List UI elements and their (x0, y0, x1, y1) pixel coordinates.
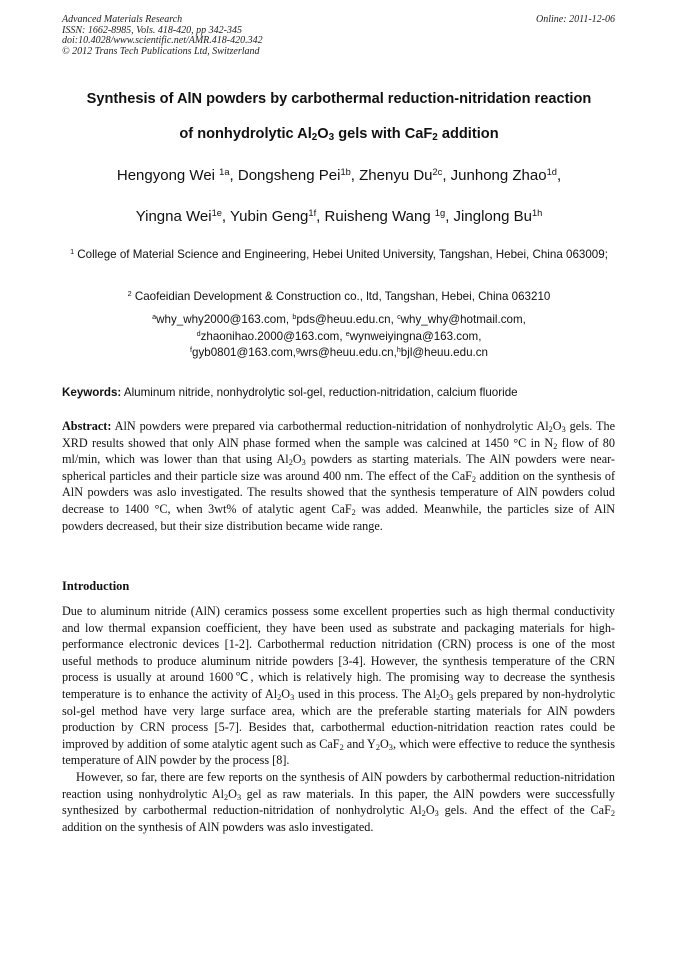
affiliation-2: $^2$ Caofeidian Development & Construction co., ltd, Tangshan, Hebei, China 063210 (127, 289, 551, 303)
author-affiliation-mark: 1g (434, 207, 446, 218)
author-affiliation-mark: 1d (546, 166, 557, 177)
intro-paragraph-1: Due to aluminum nitride (AlN) ceramics possess some excellent properties such as high thermal conductivity and low thermal expansion coefficient, they have been used as substrate and packaging materials for high-performance electronic devices [1-2]. Carbothermal reduction nitridation (CRN) process is one of the most useful methods to produce aluminum nitride powders [3-4]. However, the synthesis temperature of the CRN process is usually at around 1600℃, which is relatively high. The promising way to decrease the synthesis temperature is to enhance the activity of $Al_2O_3$ used in this process. The $Al_2O_3$ gels prepared by non-hydrolytic sol-gel method have very large surface area, which are the preferable starting materials for AlN powders production by CRN process [5-7]. Besides that, carbothermal eduction-nitridation reaction rates could be improved by addition of some atalytic agent such as CaF$_2$ and $Y_2O_3$, which were effective to reduce the synthesis temperature of AlN powder by the process [8]. (62, 604, 615, 768)
email-line-2: $^d$zhaonihao.2000@163.com, $^e$wynweiyingna@163.com, (196, 328, 482, 343)
email-link[interactable]: wrs@heuu.edu.cn, (299, 346, 397, 360)
paper-title-line-2: of nonhydrolytic $Al_2O_3$ gels with CaF$_2$ addition (179, 126, 499, 144)
author-affiliation-mark: 1e (211, 207, 222, 218)
copyright-line: © 2012 Trans Tech Publications Ltd, Switzerland (62, 45, 260, 57)
author-affiliation-mark: 1a (219, 166, 230, 177)
email-line-1: $^a$why_why2000@163.com, $^b$pds@heuu.edu.cn, $^c$why_why@hotmail.com, (152, 312, 526, 326)
author-name: Jinglong Bu (453, 208, 532, 225)
author-affiliation-mark: 2c (432, 166, 443, 177)
email-link[interactable]: zhaonihao.2000@163.com, (200, 329, 346, 343)
section-heading-introduction: Introduction (62, 579, 130, 593)
author-line-2: Yingna Wei$^{1e}$, Yubin Geng$^{1f}$, Ruisheng Wang $^{1g}$, Jinglong $Bu^{1h}$ (135, 207, 543, 225)
author-emails (62, 312, 616, 362)
email-link[interactable]: pds@heuu.edu.cn, (296, 313, 398, 326)
email-link[interactable]: bjl@heuu.edu.cn (400, 346, 488, 360)
author-name: Yingna Wei (135, 208, 212, 225)
issn-line: ISSN: 1662-8985, Vols. 418-420, pp 342-345 (62, 24, 242, 36)
author-name: Junhong Zhao (450, 167, 547, 184)
author-name: Zhenyu Du (359, 167, 433, 184)
email-line-3: $^f$gyb0801@163.com,$^g$wrs@heuu.edu.cn,$^h$bjl@heuu.edu.cn (190, 345, 488, 360)
abstract: Abstract: AlN powders were prepared via carbothermal reduction-nitridation of nonhydrolytic $Al_2O_3$ gels. The XRD results showed that only AlN phase formed when the sample was calcined at 1450 °C in $N_2$ flow of 80 ml/min, which was lower than that using $Al_2O_3$ powders as starting materials. The AlN powders were near-spherical particles and their particle size was around 400 nm. The effect of the CaF$_2$ addition on the synthesis of AlN powders was aslo investigated. The results showed that the synthesis temperature of AlN powders colud decrease to 1400 °C, when 3wt% of atalytic agent CaF$_2$ was added. Meanwhile, the particles size of AlN powders decreased, but their size distribution became wide range. (62, 419, 616, 533)
email-link[interactable]: why_why2000@163.com, (156, 313, 293, 326)
author-name: Ruisheng Wang (324, 208, 435, 225)
paper-title-line-1: Synthesis of AlN powders by carbothermal reduction-nitridation reaction (86, 91, 592, 107)
author-name: Hengyong Wei (116, 167, 220, 184)
email-link[interactable]: why_why@hotmail.com, (400, 313, 526, 326)
email-link[interactable]: gyb0801@163.com, (192, 346, 296, 360)
affiliation-1: $^1$ College of Material Science and Engineering, Hebei United University, Tangshan, Hebei, China 063009; (70, 247, 608, 261)
author-line-1: Hengyong Wei $^{1a}$, Dongsheng Pei$^{1b}$, Zhenyu $Du^{2c}$, Junhong Zhao$^{1d}$, (116, 166, 562, 184)
online-date: Online: 2011-12-06 (536, 14, 615, 25)
author-affiliation-mark: 1f (308, 207, 317, 218)
email-link[interactable]: wynweiyingna@163.com, (349, 329, 482, 343)
keywords-text: Aluminum nitride, nonhydrolytic sol-gel, reduction-nitridation, calcium fluoride (121, 386, 518, 399)
author-name: Yubin Geng (230, 208, 309, 225)
author-affiliation-mark: 1h (531, 207, 543, 218)
author-name: Dongsheng Pei (237, 167, 341, 184)
abstract-label: Abstract: (62, 419, 112, 433)
keywords (62, 386, 617, 399)
doi-line[interactable]: doi:10.4028/www.scientific.net/AMR.418-420.342 (62, 35, 263, 47)
journal-header (62, 15, 263, 57)
keywords-label: Keywords: (62, 386, 122, 399)
author-affiliation-mark: 1b (340, 166, 351, 177)
journal-name: Advanced Materials Research (62, 14, 183, 25)
intro-paragraph-2: However, so far, there are few reports on the synthesis of AlN powders by carbothermal reduction-nitridation reaction using nonhydrolytic $Al_2O_3$ gel as raw materials. In this paper, the AlN powders were successfully synthesized by carbothermal reduction-nitridation of nonhydrolytic $Al_2O_3$ gels. And the effect of the CaF$_2$ addition on the synthesis of AlN powders was aslo investigated. (62, 769, 615, 834)
introduction-body (62, 603, 615, 835)
